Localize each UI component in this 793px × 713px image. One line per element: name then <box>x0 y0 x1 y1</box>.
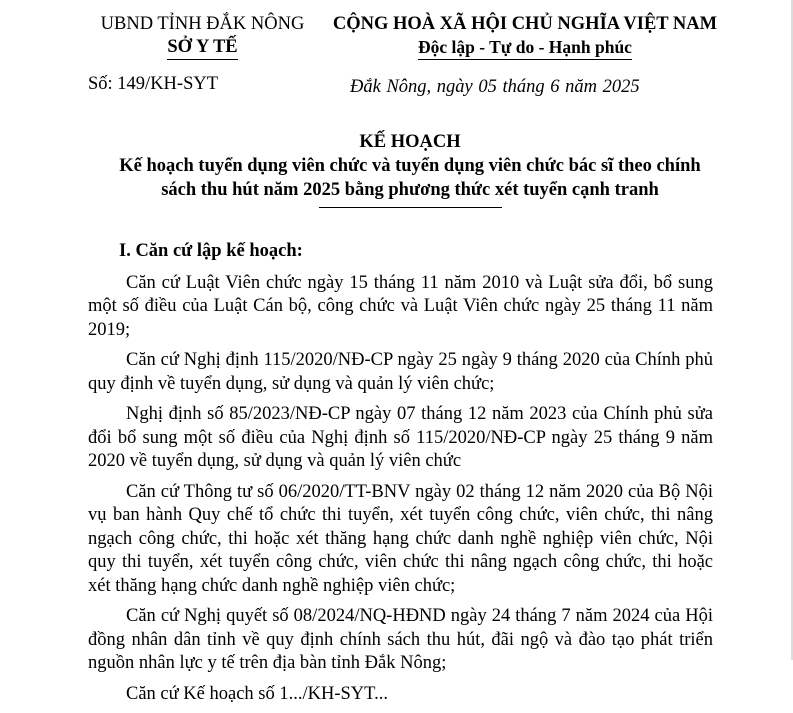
paragraph: Căn cứ Luật Viên chức ngày 15 tháng 11 năm 2010 và Luật sửa đổi, bổ sung một số điều của Luật Cán bộ, công chức và Luật Viên chức ngày 25 tháng 11 năm 2019; <box>88 272 713 340</box>
national-header <box>330 12 720 60</box>
paragraph: Nghị định số 85/2023/NĐ-CP ngày 07 tháng 12 năm 2023 của Chính phủ sửa đổi bổ sung một số điều của Nghị định số 115/2020/NĐ-CP ngày 25 tháng 9 năm 2020 về tuyển dụng, sử dụng và quản lý viên chức <box>88 404 713 471</box>
document-title-block <box>60 130 760 208</box>
paragraph: Căn cứ Kế hoạch số 1.../KH-SYT... <box>126 683 388 704</box>
document-number: Số: 149/KH-SYT <box>88 74 219 94</box>
issuer-org: UBND TỈNH ĐẮK NÔNG <box>100 14 305 34</box>
document-title-line-2: sách thu hút năm 2025 bằng phương thức xét tuyển cạnh tranh <box>161 180 659 200</box>
document-type: KẾ HOẠCH <box>359 132 461 152</box>
paragraph: Căn cứ Nghị định 115/2020/NĐ-CP ngày 25 ngày 9 tháng 2020 của Chính phủ quy định về tuyển dụng, sử dụng và quản lý viên chức; <box>88 350 713 394</box>
title-underline <box>319 207 502 208</box>
document-title-line-1: Kế hoạch tuyển dụng viên chức và tuyển dụng viên chức bác sĩ theo chính <box>119 156 701 176</box>
national-motto: Độc lập - Tự do - Hạnh phúc <box>418 36 632 60</box>
issuer-dept: SỞ Y TẾ <box>167 36 237 60</box>
issuer-block <box>100 12 305 60</box>
paragraph: Căn cứ Thông tư số 06/2020/TT-BNV ngày 02 tháng 12 năm 2020 của Bộ Nội vụ ban hành Quy chế tổ chức thi tuyển, xét tuyển công chức, viên chức, thi nâng ngạch công chức, thi hoặc xét thăng hạng chức danh nghề nghiệp viên chức, Nội quy thi tuyển, xét tuyển công chức, viên chức thi nâng ngạch công chức, thi hoặc xét thăng hạng chức danh nghề nghiệp viên chức; <box>88 481 713 596</box>
paragraph: Căn cứ Nghị quyết số 08/2024/NQ-HĐND ngày 24 tháng 7 năm 2024 của Hội đồng nhân dân tỉnh về quy định chính sách thu hút, đãi ngộ và đào tạo phát triển nguồn nhân lực y tế trên địa bàn tỉnh Đắk Nông; <box>88 606 713 673</box>
place-date: Đắk Nông, ngày 05 tháng 6 năm 2025 <box>350 77 640 97</box>
section-heading: I. Căn cứ lập kế hoạch: <box>119 241 303 261</box>
document-body <box>88 240 713 713</box>
country-name: CỘNG HOÀ XÃ HỘI CHỦ NGHĨA VIỆT NAM <box>332 14 718 34</box>
